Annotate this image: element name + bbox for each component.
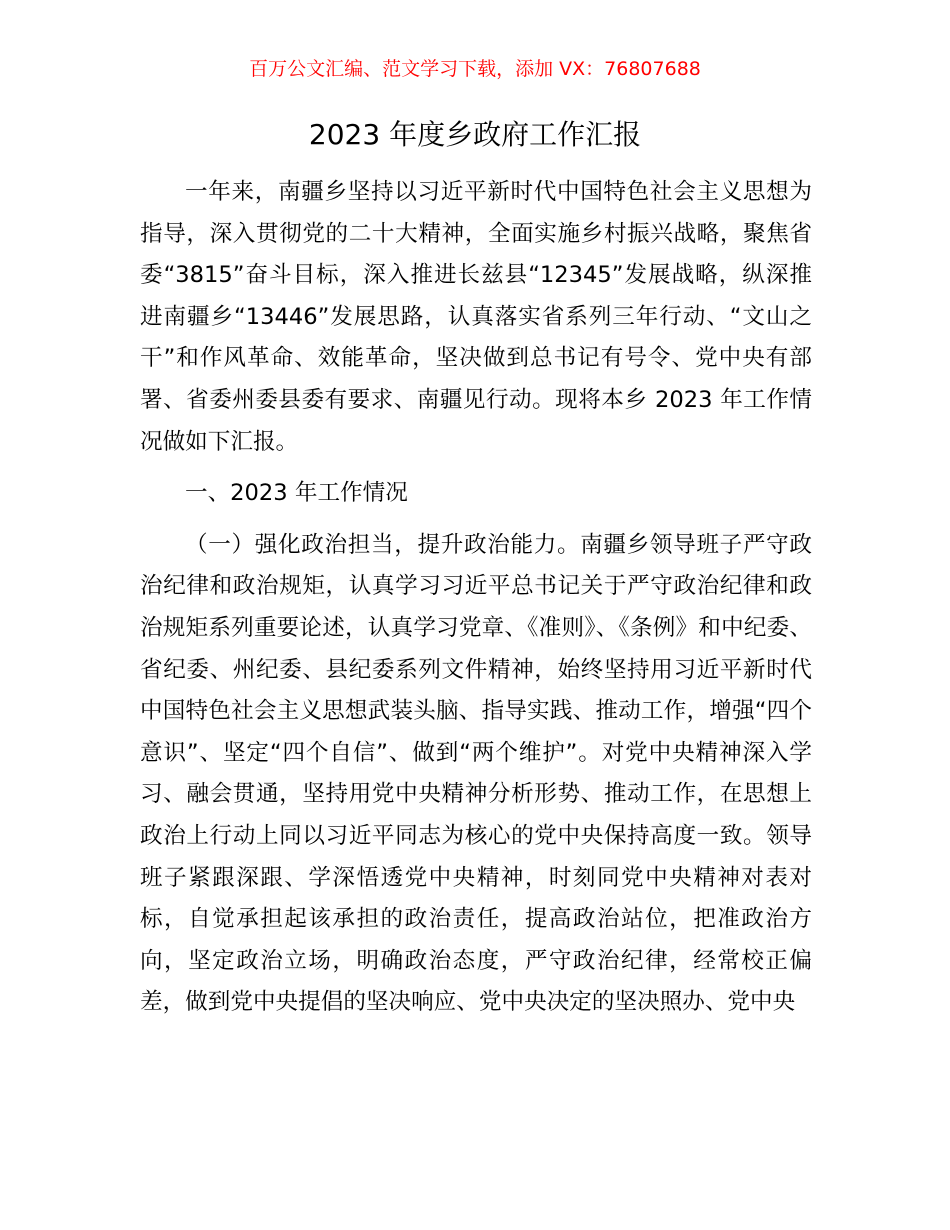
document-title: 2023 年度乡政府工作汇报 <box>308 118 642 151</box>
document-body <box>140 172 812 1024</box>
intro-paragraph: 一年来，南疆乡坚持以习近平新时代中国特色社会主义思想为指导，深入贯彻党的二十大精神，全面实施乡村振兴战略，聚焦省委“3815”奋斗目标，深入推进长兹县“12345”发展战略，纵深推进南疆乡“13446”发展思路，认真落实省系列三年行动、“文山之干”和作风革命、效能革命，坚决做到总书记有号令、党中央有部署、省委州委县委有要求、南疆见行动。现将本乡 2023 年工作情况做如下汇报。 <box>140 179 812 455</box>
subsection-paragraph: （一）强化政治担当，提升政治能力。南疆乡领导班子严守政治纪律和政治规矩，认真学习习近平总书记关于严守政治纪律和政治规矩系列重要论述，认真学习党章、《准则》、《条例》和中纪委、省纪委、州纪委、县纪委系列文件精神，始终坚持用习近平新时代中国特色社会主义思想武装头脑、指导实践、推动工作，增强“四个意识”、坚定“四个自信”、做到“两个维护”。对党中央精神深入学习、融会贯通，坚持用党中央精神分析形势、推动工作，在思想上政治上行动上同以习近平同志为核心的党中央保持高度一致。领导班子紧跟深跟、学深悟透党中央精神，时刻同党中央精神对表对标，自觉承担起该承担的政治责任，提高政治站位，把准政治方向，坚定政治立场，明确政治态度，严守政治纪律，经常校正偏差，做到党中央提倡的坚决响应、党中央决定的坚决照办、党中央 <box>140 531 812 1016</box>
section-heading: 一、2023 年工作情况 <box>185 480 408 507</box>
watermark-banner: 百万公文汇编、范文学习下载，添加 VX：76807688 <box>249 58 701 80</box>
